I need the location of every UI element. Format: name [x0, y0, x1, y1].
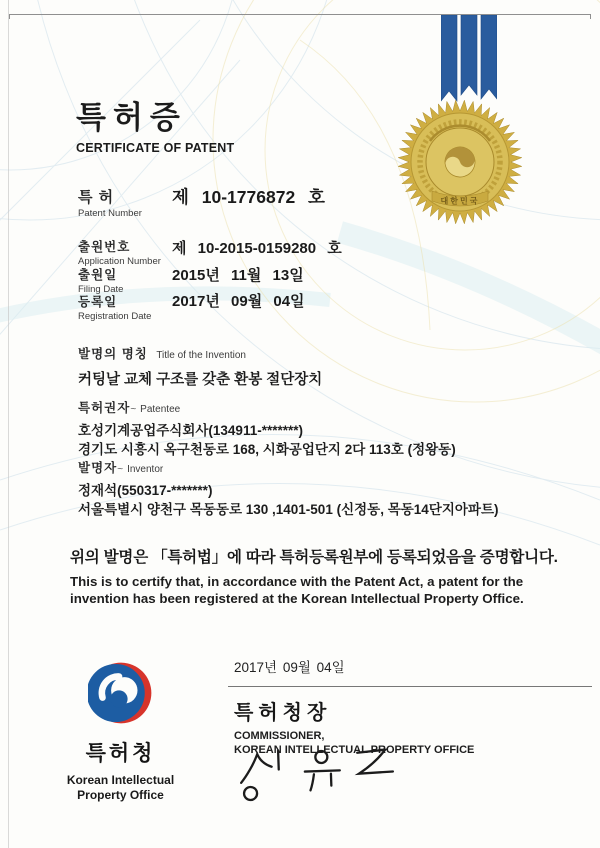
patent-number-value-wrap [172, 184, 325, 209]
patent-number-label-ko: 특 허 [78, 189, 115, 206]
application-number-label-ko: 출원번호 [78, 240, 131, 254]
certificate-title-english: CERTIFICATE OF PATENT [76, 141, 235, 155]
issue-date: 2017년 09월 04일 [234, 660, 345, 675]
application-number-label [78, 237, 161, 267]
commissioner-title-ko: 특허청장 [234, 702, 332, 724]
patentee-label-ko: 특허권자 [78, 401, 131, 415]
inventor-label-sep: ~ [117, 464, 124, 475]
inventor-label-en: Inventor [127, 464, 164, 475]
invention-label [78, 344, 322, 363]
office-name-english-line2: Property Office [77, 788, 164, 802]
ribbon-icon [441, 15, 497, 107]
certification-statement [70, 545, 580, 607]
commissioner-title-en-line2: KOREAN INTELLECTUAL PROPERTY OFFICE [234, 744, 475, 756]
commissioner-title-en-line1: COMMISSIONER, [234, 730, 325, 742]
filing-date-label-en: Filing Date [78, 284, 124, 295]
certificate-title-korean: 특허증 [76, 100, 187, 135]
title-block [76, 92, 234, 155]
patentee-name: 호성기계공업주식회사(134911-*******) [78, 423, 303, 438]
patentee-address: 경기도 시흥시 옥구천동로 168, 시화공업단지 2다 113호 (정왕동) [78, 442, 456, 457]
kipo-logo-icon [88, 660, 154, 726]
statement-english: This is to certify that, in accordance with the Patent Act, a patent for the invention has been registered at the Korean Intellectual Property Office. [70, 574, 524, 606]
commissioner-signature [236, 746, 406, 813]
top-border-rule [9, 14, 591, 15]
registration-date-label-en: Registration Date [78, 311, 152, 322]
invention-label-ko: 발명의 명칭 [78, 347, 148, 361]
kipo-office-block [48, 660, 193, 803]
filing-date-value-wrap [172, 264, 304, 285]
scan-edge-line [8, 0, 9, 848]
registration-date-value-wrap [172, 290, 305, 311]
inventor-address: 서울특별시 양천구 목동동로 130 ,1401-501 (신정동, 목동14단지아파트) [78, 502, 499, 517]
filing-date-value: 2015년 11월 13일 [172, 267, 304, 284]
signature-rule [228, 686, 592, 687]
inventor-label [78, 458, 499, 477]
registration-date-label-ko: 등록일 [78, 295, 118, 309]
invention-section [78, 344, 322, 389]
registration-date-label [78, 292, 151, 322]
rule-tick-left [9, 14, 10, 19]
invention-label-en: Title of the Invention [156, 350, 246, 361]
inventor-label-ko: 발명자 [78, 461, 118, 475]
gold-seal-icon [396, 98, 524, 226]
patentee-label-sep: ~ [130, 404, 137, 415]
seal-emblem-text: 대한민국 [440, 196, 480, 206]
rule-tick-right [590, 14, 591, 19]
patent-number-row [78, 186, 142, 219]
patentee-section [78, 398, 456, 459]
office-name-english-line1: Korean Intellectual [66, 773, 175, 787]
patentee-label [78, 398, 456, 417]
statement-korean: 위의 발명은 「특허법」에 따라 특허등록원부에 등록되었음을 증명합니다. [70, 549, 558, 566]
application-number-value: 제 10-2015-0159280 호 [172, 240, 342, 257]
invention-title: 커팅날 교체 구조를 갖춘 환봉 절단장치 [78, 372, 323, 388]
patent-number-value: 제 10-1776872 호 [172, 187, 325, 207]
inventor-name: 정재석(550317-*******) [78, 483, 213, 498]
patent-number-label-en: Patent Number [78, 208, 142, 219]
filing-date-label-ko: 출원일 [78, 268, 118, 282]
application-number-label-en: Application Number [78, 256, 161, 267]
application-number-value-wrap [172, 237, 342, 258]
filing-date-label [78, 265, 123, 295]
office-name-korean: 특허청 [85, 742, 156, 765]
signature-strokes-icon [236, 746, 406, 808]
inventor-section [78, 458, 499, 519]
registration-date-value: 2017년 09월 04일 [172, 293, 305, 310]
patentee-label-en: Patentee [140, 404, 181, 415]
office-name-english [48, 773, 193, 803]
